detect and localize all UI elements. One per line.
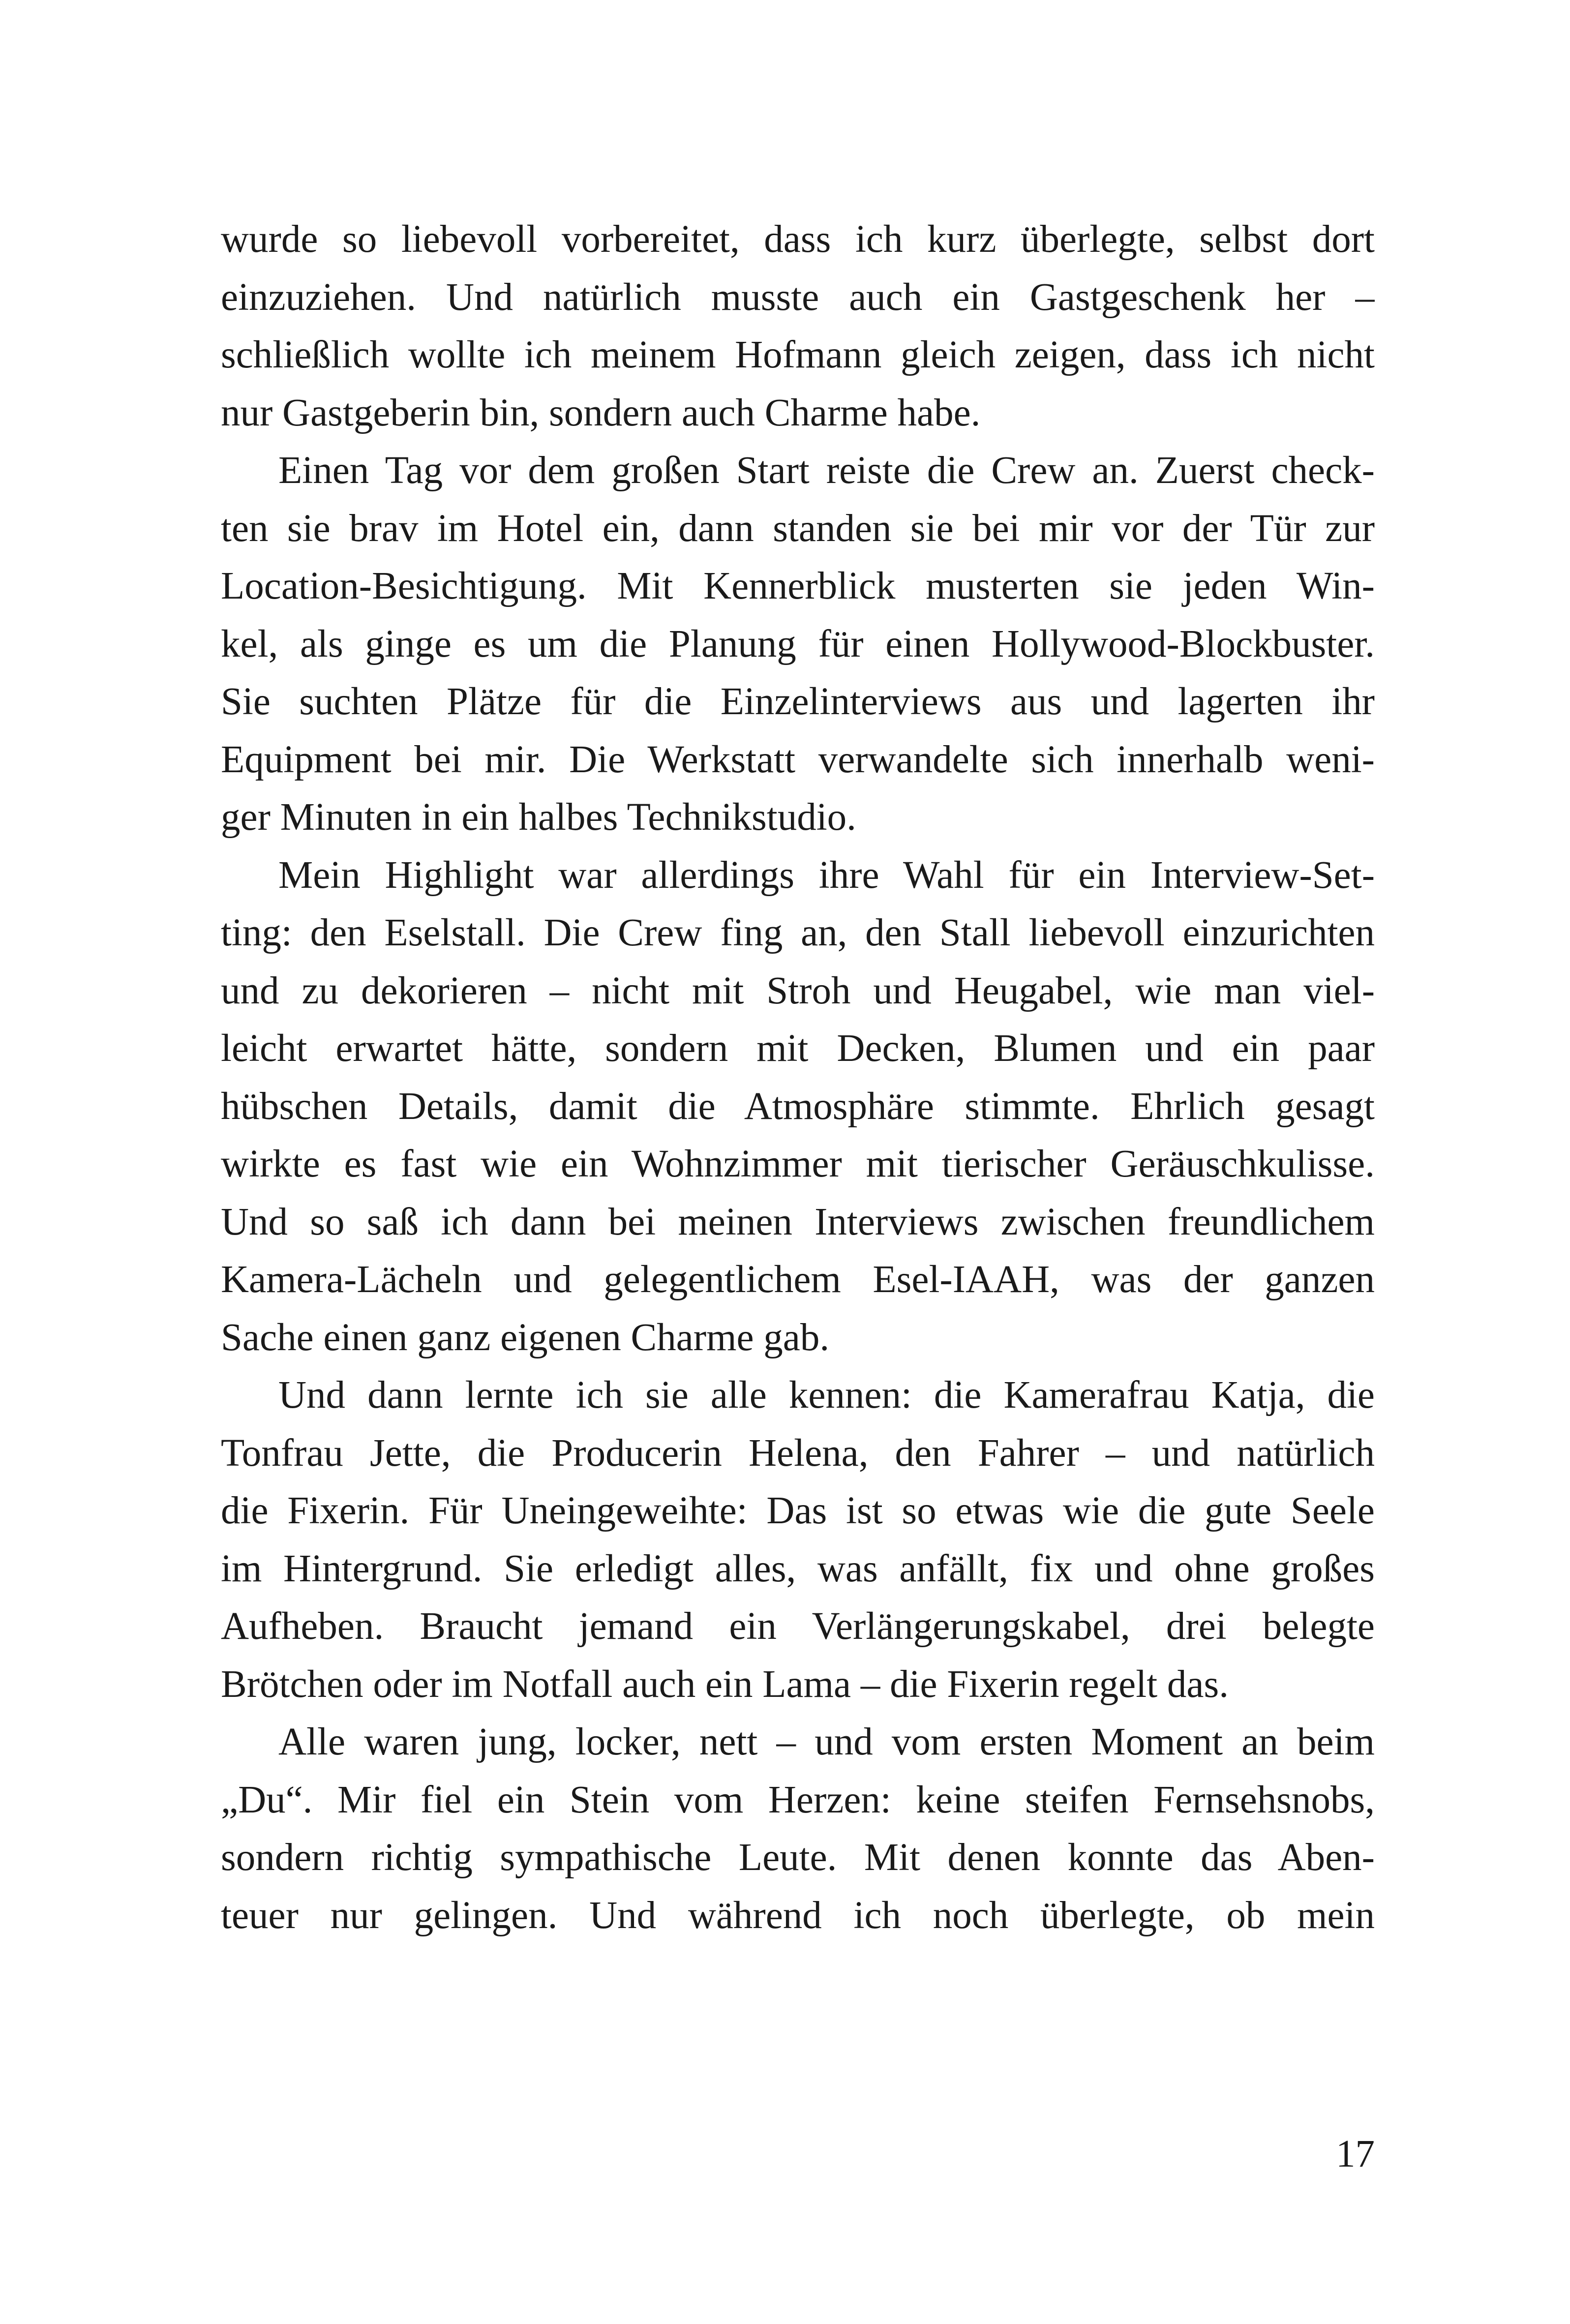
- text-line: leicht erwartet hätte, sondern mit Decken, Blumen und ein paar: [221, 1027, 1375, 1070]
- text-line: Kamera-Lächeln und gelegentlichem Esel-IAAH, was der ganzen: [221, 1258, 1375, 1301]
- text-line: die Fixerin. Für Uneingeweihte: Das ist so etwas wie die gute Seele: [221, 1489, 1375, 1532]
- text-line: Equipment bei mir. Die Werkstatt verwandelte sich innerhalb weni-: [221, 738, 1375, 781]
- page-number: 17: [1336, 2133, 1375, 2175]
- text-line: Und dann lernte ich sie alle kennen: die Kamerafrau Katja, die: [278, 1374, 1375, 1417]
- text-line: Alle waren jung, locker, nett – und vom ersten Moment an beim: [278, 1720, 1375, 1763]
- text-line: Mein Highlight war allerdings ihre Wahl für ein Interview-Set-: [278, 853, 1375, 897]
- text-line: Brötchen oder im Notfall auch ein Lama – die Fixerin regelt das.: [221, 1662, 1229, 1706]
- text-line: im Hintergrund. Sie erledigt alles, was anfällt, fix und ohne großes: [221, 1547, 1375, 1590]
- text-line: Und so saß ich dann bei meinen Interviews zwischen freundlichem: [221, 1200, 1375, 1243]
- text-line: und zu dekorieren – nicht mit Stroh und Heugabel, wie man viel-: [221, 969, 1375, 1012]
- text-line: Location-Besichtigung. Mit Kennerblick musterten sie jeden Win-: [221, 565, 1375, 607]
- text-line: teuer nur gelingen. Und während ich noch überlegte, ob mein: [221, 1894, 1375, 1937]
- text-line: sondern richtig sympathische Leute. Mit denen konnte das Aben-: [221, 1836, 1375, 1879]
- text-line: Aufheben. Braucht jemand ein Verlängerungskabel, drei belegte: [221, 1605, 1375, 1648]
- text-line: hübschen Details, damit die Atmosphäre stimmte. Ehrlich gesagt: [221, 1085, 1375, 1128]
- text-line: Sie suchten Plätze für die Einzelinterviews aus und lagerten ihr: [221, 680, 1375, 723]
- text-line: „Du“. Mir fiel ein Stein vom Herzen: keine steifen Fernsehsnobs,: [221, 1778, 1375, 1821]
- text-line: schließlich wollte ich meinem Hofmann gleich zeigen, dass ich nicht: [221, 333, 1375, 376]
- text-line: kel, als ginge es um die Planung für einen Hollywood-Blockbuster.: [221, 622, 1375, 665]
- text-line: nur Gastgeberin bin, sondern auch Charme habe.: [221, 391, 981, 434]
- text-line: wurde so liebevoll vorbereitet, dass ich kurz überlegte, selbst dort: [221, 218, 1375, 261]
- text-line: Sache einen ganz eigenen Charme gab.: [221, 1316, 830, 1359]
- text-line: Tonfrau Jette, die Producerin Helena, den Fahrer – und natürlich: [221, 1431, 1375, 1475]
- text-line: Einen Tag vor dem großen Start reiste die Crew an. Zuerst check-: [278, 449, 1375, 492]
- text-line: ger Minuten in ein halbes Technikstudio.: [221, 796, 856, 839]
- text-line: ting: den Eselstall. Die Crew fing an, den Stall liebevoll einzurichten: [221, 911, 1375, 954]
- text-line: wirkte es fast wie ein Wohnzimmer mit tierischer Geräuschkulisse.: [221, 1143, 1375, 1185]
- body-text: [221, 211, 1375, 1944]
- text-line: einzuziehen. Und natürlich musste auch ein Gastgeschenk her –: [221, 275, 1375, 319]
- text-line: ten sie brav im Hotel ein, dann standen sie bei mir vor der Tür zur: [221, 507, 1375, 550]
